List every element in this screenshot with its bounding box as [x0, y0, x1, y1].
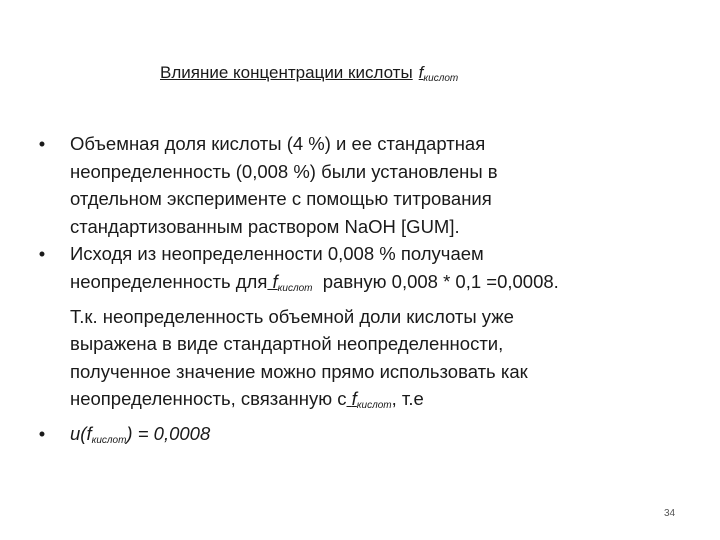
bullet-2-line-1: Исходя из неопределенности 0,008 % получаем — [70, 243, 484, 265]
bullet-2-line-4: выражена в виде стандартной неопределенности, — [70, 333, 504, 355]
bullet-2-line-5: полученное значение можно прямо использовать как — [70, 360, 528, 382]
bullet-1-line-1: Объемная доля кислоты (4 %) и ее стандартная — [70, 133, 486, 154]
bullet-1-line-3: отдельном эксперименте с помощью титрования — [70, 188, 492, 210]
page-number: 34 — [664, 508, 676, 519]
bullet-icon: • — [38, 243, 46, 265]
bullet-2-line-6-tail: , т.е — [391, 388, 424, 410]
uncertainty-formula: $u(f_{кислот}) = 0,0008$ — [70, 422, 211, 446]
bullet-2-line-2-text: неопределенность для — [70, 270, 268, 292]
bullet-2-line-2-value: равную 0,008 * 0,1 =0,0008. — [322, 270, 559, 292]
bullet-icon: • — [38, 422, 46, 444]
title-subscript: кислот — [423, 73, 459, 84]
title-symbol: f — [418, 63, 424, 82]
bullet-2-line-2 — [70, 268, 684, 303]
bullet-list — [34, 130, 684, 455]
bullet-1-line-4: стандартизованным раствором NaOH [GUM]. — [70, 215, 460, 237]
title-text: Влияние концентрации кислоты — [160, 63, 413, 82]
bullet-icon: • — [38, 133, 46, 154]
bullet-item-2 — [34, 240, 684, 420]
f-symbol: $f_{кислот}$ — [272, 270, 313, 294]
f-symbol: $f_{кислот}$ — [351, 388, 392, 412]
bullet-item-1 — [34, 130, 684, 240]
bullet-1-line-2: неопределенность (0,008 %) были установлены в — [70, 160, 498, 182]
bullet-2-line-6 — [70, 385, 684, 420]
slide-title — [160, 62, 458, 90]
bullet-2-line-6-text: неопределенность, связанную с — [70, 388, 347, 410]
bullet-2-line-3: Т.к. неопределенность объемной доли кислоты уже — [70, 305, 514, 327]
bullet-item-3 — [34, 420, 684, 455]
